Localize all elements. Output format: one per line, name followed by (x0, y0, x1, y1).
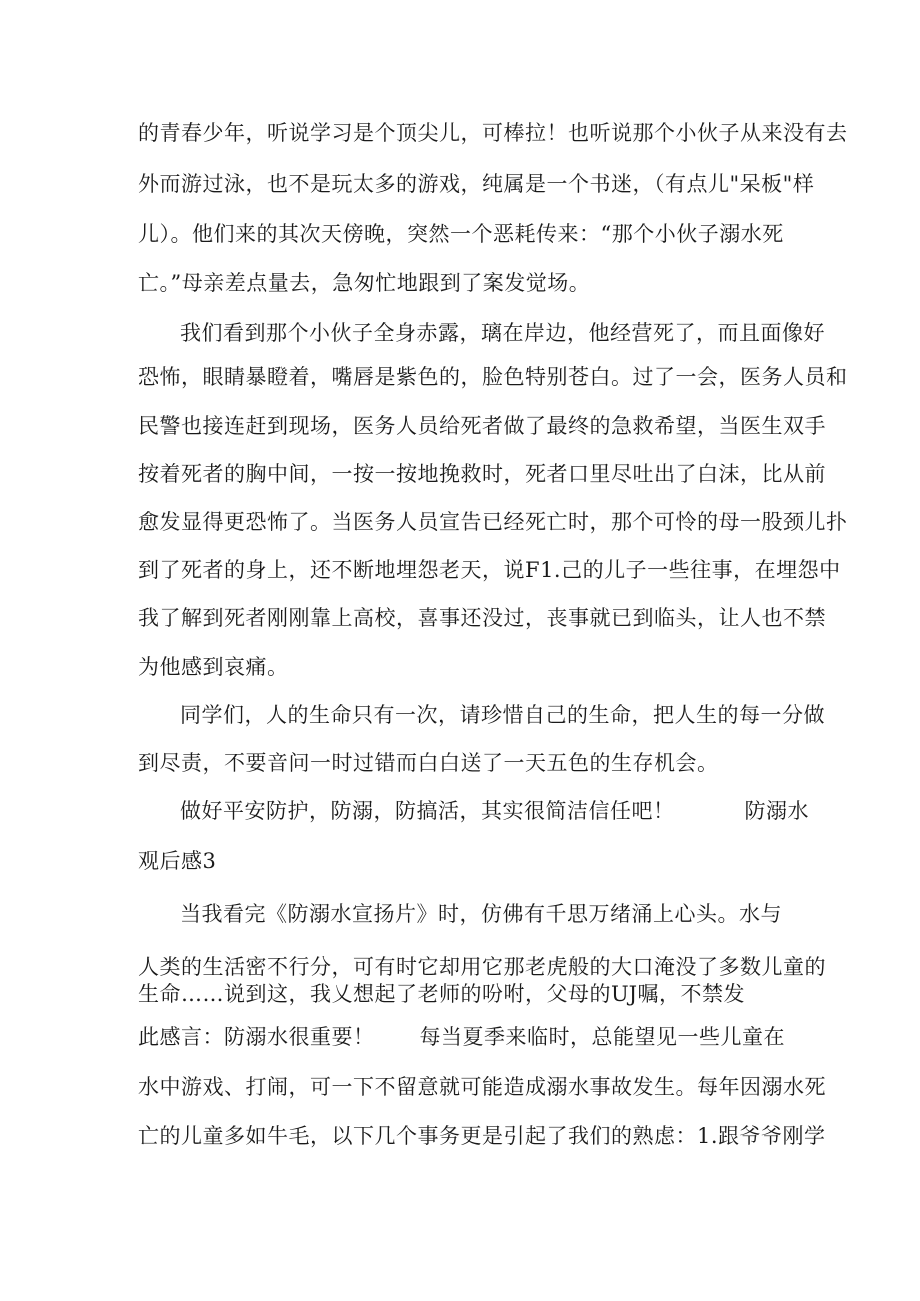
text-line: 民警也接连赶到现场，医务人员给死者做了最终的急救希望，当医生双手 (138, 414, 826, 438)
text-line: 亡。”母亲差点量去，急匆忙地跟到了案发觉场。 (138, 271, 591, 295)
section-title-continued: 观后感3 (138, 849, 217, 873)
text-line: 儿）。他们来的其次天傍晚，突然一个恶耗传来：“那个小伙子溺水死 (138, 222, 784, 246)
body-text: 此感言：防溺水很重要！ (138, 1025, 375, 1049)
text-line: 到尽责，不要音问一时过错而白白送了一天五色的生存机会。 (138, 751, 719, 775)
text-line: 我了解到死者刚刚靠上高校，喜事还没过，丧事就已到临头，让人也不禁 (138, 606, 826, 630)
text-line: 的青春少年，听说学习是个顶尖儿，可棒拉！也听说那个小伙子从来没有去 (138, 121, 848, 145)
body-text: 做好平安防护，防溺，防搞活，其实很简洁信任吧！ (180, 799, 675, 823)
section-title: 防溺水 (744, 799, 809, 823)
text-line: 水中游戏、打闹，可一下不留意就可能造成溺水事故发生。每年因溺水死 (138, 1075, 826, 1099)
text-line: 为他感到哀痛。 (138, 655, 289, 679)
text-line (138, 1022, 785, 1052)
text-line: 按着死者的胸中间，一按一按地挽救时，死者口里尽吐出了白沫，比从前 (138, 462, 826, 486)
text-line (180, 796, 809, 826)
text-line: 我们看到那个小伙子全身赤露，璃在岸边，他经营死了，而且面像好 (180, 321, 825, 345)
text-line: 同学们，人的生命只有一次，请珍惜自己的生命，把人生的每一分做 (180, 703, 825, 727)
text-line: 生命……说到这，我乂想起了老师的吩咐，父母的UJ嘱，不禁发 (138, 982, 746, 1006)
text-line: 外而游过泳，也不是玩太多的游戏，纯属是一个书迷，（有点儿"呆板"样 (138, 172, 815, 196)
text-line: 人类的生活密不行分，可有时它却用它那老虎般的大口淹没了多数儿童的 (138, 955, 826, 979)
text-line: 当我看完《防溺水宣扬片》时，仿佛有千思万绪涌上心头。水与 (180, 902, 782, 926)
text-line: 亡的儿童多如牛毛，以下几个事务更是引起了我们的熟虑：1.跟爷爷刚学 (138, 1124, 826, 1148)
body-text: 每当夏季来临时，总能望见一些儿童在 (419, 1025, 785, 1049)
text-line: 愈发显得更恐怖了。当医务人员宣告已经死亡时，那个可怜的母一股颈儿扑 (138, 510, 848, 534)
text-line: 恐怖，眼睛暴瞪着，嘴唇是紫色的，脸色特别苍白。过了一会，医务人员和 (138, 365, 848, 389)
text-line: 到了死者的身上，还不断地埋怨老天，说F1.己的儿子一些往事，在埋怨中 (138, 558, 841, 582)
